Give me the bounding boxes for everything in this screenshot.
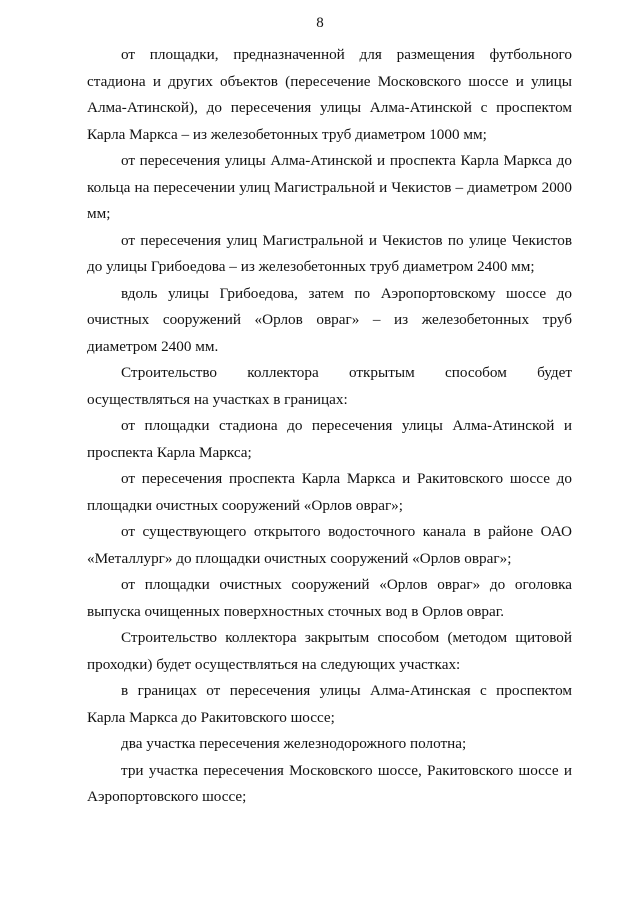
paragraph-8: от существующего открытого водосточного канала в районе ОАО «Металлург» до площадки очистных сооружений «Орлов овраг»; xyxy=(87,523,572,567)
paragraph-9: от площадки очистных сооружений «Орлов овраг» до оголовка выпуска очищенных поверхностных сточных вод в Орлов овраг. xyxy=(87,576,572,620)
paragraph-4: вдоль улицы Грибоедова, затем по Аэропортовскому шоссе до очистных сооружений «Орлов овраг» – из железобетонных труб диаметром 2400 мм. xyxy=(87,284,572,355)
document-body xyxy=(87,42,572,811)
paragraph-1: от площадки, предназначенной для размещения футбольного стадиона и других объектов (пересечение Московского шоссе и улицы Алма-Атинской), до пересечения улицы Алма-Атинской с проспектом Карла Маркса – из железобетонных труб диаметром 1000 мм; xyxy=(87,46,572,143)
paragraph-10: Строительство коллектора закрытым способом (методом щитовой проходки) будет осуществляться на следующих участках: xyxy=(87,629,572,673)
paragraph-12: два участка пересечения железнодорожного полотна; xyxy=(121,735,467,752)
paragraph-6: от площадки стадиона до пересечения улицы Алма-Атинской и проспекта Карла Маркса; xyxy=(87,417,572,461)
paragraph-3: от пересечения улиц Магистральной и Чекистов по улице Чекистов до улицы Грибоедова – из железобетонных труб диаметром 2400 мм; xyxy=(87,231,572,275)
paragraph-7: от пересечения проспекта Карла Маркса и Ракитовского шоссе до площадки очистных сооружений «Орлов овраг»; xyxy=(87,470,572,514)
paragraph-13: три участка пересечения Московского шоссе, Ракитовского шоссе и Аэропортовского шоссе; xyxy=(87,761,572,805)
page-number: 8 xyxy=(316,15,324,31)
paragraph-11: в границах от пересечения улицы Алма-Атинская с проспектом Карла Маркса до Ракитовского шоссе; xyxy=(87,682,572,726)
paragraph-2: от пересечения улицы Алма-Атинской и проспекта Карла Маркса до кольца на пересечении улиц Магистральной и Чекистов – диаметром 2000 мм; xyxy=(87,152,572,222)
paragraph-5: Строительство коллектора открытым способом будет осуществляться на участках в границах: xyxy=(87,364,572,408)
